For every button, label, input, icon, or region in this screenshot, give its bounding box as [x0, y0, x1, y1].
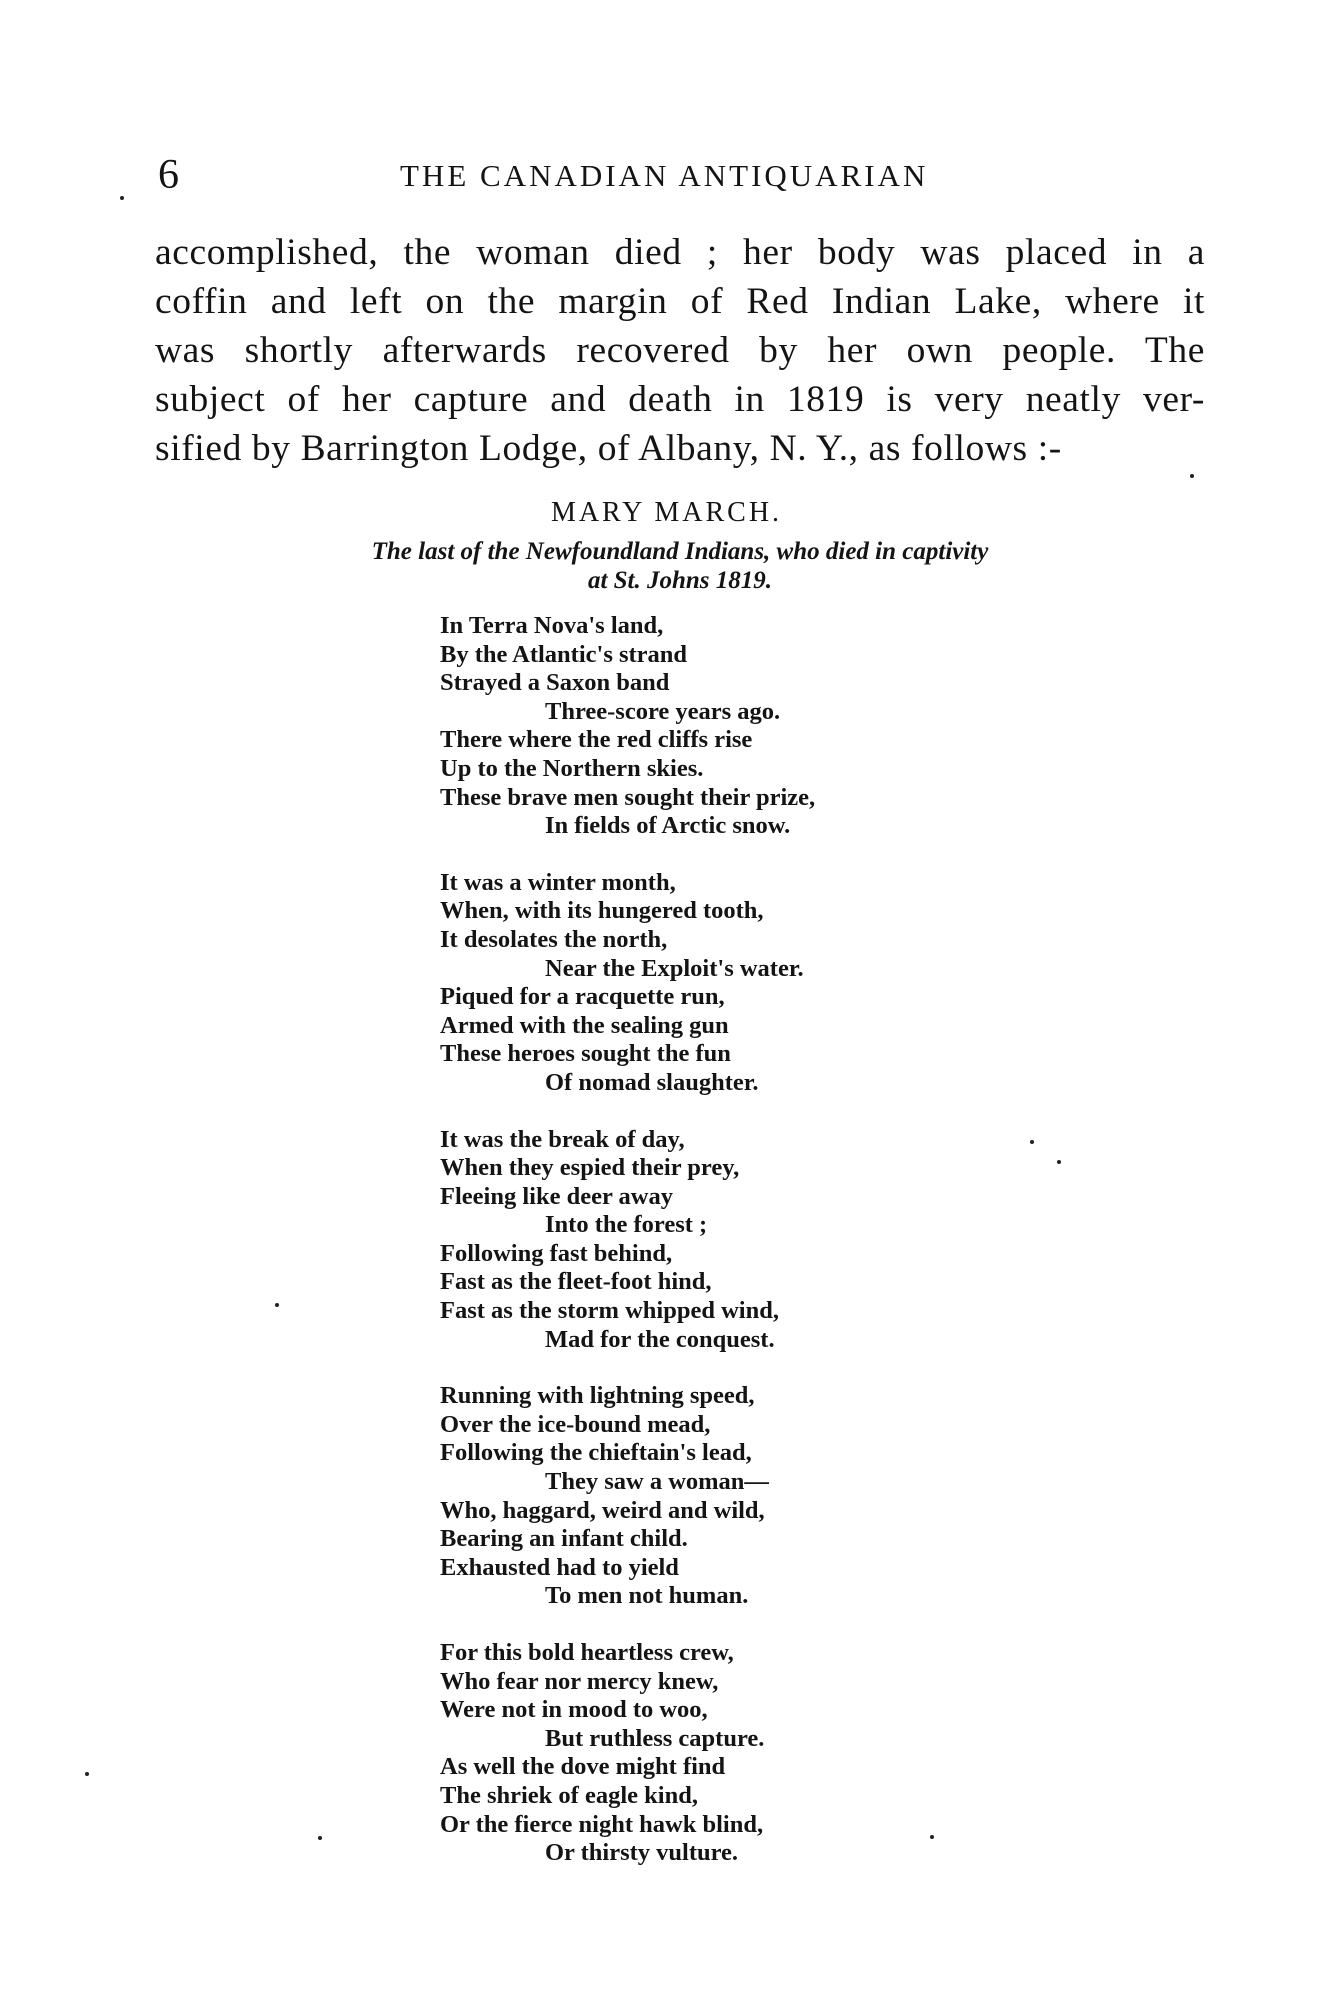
- verse-line: Mad for the conquest.: [545, 1325, 775, 1353]
- verse-line: For this bold heartless crew,: [440, 1639, 734, 1666]
- verse-line: It was the break of day,: [440, 1125, 685, 1153]
- verse-line: There where the red cliffs rise: [440, 726, 753, 754]
- verse-line: Armed with the sealing gun: [440, 1011, 729, 1039]
- scan-speck: [1190, 474, 1194, 478]
- prose-line: sified by Barrington Lodge, of Albany, N. Y., as follows :-: [155, 428, 1062, 469]
- scan-speck: [275, 1303, 279, 1307]
- verse-line: But ruthless capture.: [545, 1724, 765, 1752]
- verse-line: Who, haggard, weird and wild,: [440, 1496, 765, 1524]
- scan-speck: [318, 1836, 322, 1840]
- verse-line: By the Atlantic's strand: [440, 640, 688, 668]
- verse-line: To men not human.: [545, 1582, 749, 1610]
- verse-line: Into the forest ;: [545, 1211, 708, 1239]
- verse-line: Or thirsty vulture.: [545, 1839, 739, 1867]
- poem-title: MARY MARCH.: [550, 497, 783, 528]
- verse-line: The shriek of eagle kind,: [440, 1781, 698, 1809]
- running-title: THE CANADIAN ANTIQUARIAN: [400, 158, 929, 193]
- stanza: [440, 612, 1140, 841]
- poem-subtitle-line: The last of the Newfoundland Indians, who died in captivity: [371, 538, 989, 565]
- verse-line: Fleeing like deer away: [440, 1182, 673, 1210]
- verse-line: Were not in mood to woo,: [440, 1696, 708, 1724]
- verse-line: Up to the Northern skies.: [440, 754, 704, 782]
- verse-line: Over the ice-bound mead,: [440, 1410, 711, 1438]
- verse-line: When they espied their prey,: [440, 1154, 740, 1182]
- verse-line: In fields of Arctic snow.: [545, 812, 791, 840]
- verse-line: Bearing an infant child.: [440, 1525, 688, 1553]
- prose-line: subject of her capture and death in 1819 is very neatly ver-: [155, 379, 1205, 420]
- verse-line: Piqued for a racquette run,: [440, 983, 725, 1011]
- page-number: 6: [158, 152, 179, 198]
- verse-line: Who fear nor mercy knew,: [440, 1667, 719, 1695]
- verse-line: Following fast behind,: [440, 1239, 673, 1267]
- verse-line: As well the dove might find: [440, 1753, 726, 1781]
- prose-line: coffin and left on the margin of Red Indian Lake, where it: [155, 281, 1205, 322]
- verse-line: Three-score years ago.: [545, 697, 781, 725]
- verse-line: These heroes sought the fun: [440, 1040, 731, 1068]
- poem-subtitle: [280, 537, 1080, 595]
- verse-line: Of nomad slaughter.: [545, 1068, 759, 1096]
- scan-speck: [1030, 1140, 1034, 1144]
- stanza: [440, 1126, 1140, 1355]
- prose-paragraph: [155, 228, 1205, 473]
- verse-line: Or the fierce night hawk blind,: [440, 1810, 764, 1838]
- verse-line: When, with its hungered tooth,: [440, 897, 764, 925]
- verse-line: Following the chieftain's lead,: [440, 1439, 752, 1467]
- verse-line: Exhausted had to yield: [440, 1553, 679, 1581]
- scan-speck: [930, 1835, 934, 1839]
- poem-subtitle-line: at St. Johns 1819.: [587, 567, 773, 594]
- verse-line: Fast as the fleet-foot hind,: [440, 1268, 712, 1296]
- stanza: [440, 1639, 1140, 1868]
- stanza: [440, 1382, 1140, 1611]
- verse-line: Near the Exploit's water.: [545, 954, 804, 982]
- scan-speck: [1057, 1160, 1061, 1164]
- scan-speck: [120, 196, 124, 200]
- verse-line: Running with lightning speed,: [440, 1382, 755, 1410]
- verse-line: Strayed a Saxon band: [440, 669, 670, 697]
- verse-line: They saw a woman—: [545, 1468, 769, 1496]
- verse-line: Fast as the storm whipped wind,: [440, 1297, 779, 1325]
- stanza: [440, 869, 1140, 1098]
- prose-line: accomplished, the woman died ; her body was placed in a: [155, 232, 1205, 273]
- verse-line: In Terra Nova's land,: [440, 612, 664, 639]
- poem-body: [440, 612, 1140, 1896]
- verse-line: It was a winter month,: [440, 868, 676, 896]
- prose-line: was shortly afterwards recovered by her own people. The: [155, 330, 1205, 371]
- page-header: [0, 150, 1333, 200]
- verse-line: It desolates the north,: [440, 925, 668, 953]
- scan-speck: [85, 1772, 89, 1776]
- verse-line: These brave men sought their prize,: [440, 783, 816, 811]
